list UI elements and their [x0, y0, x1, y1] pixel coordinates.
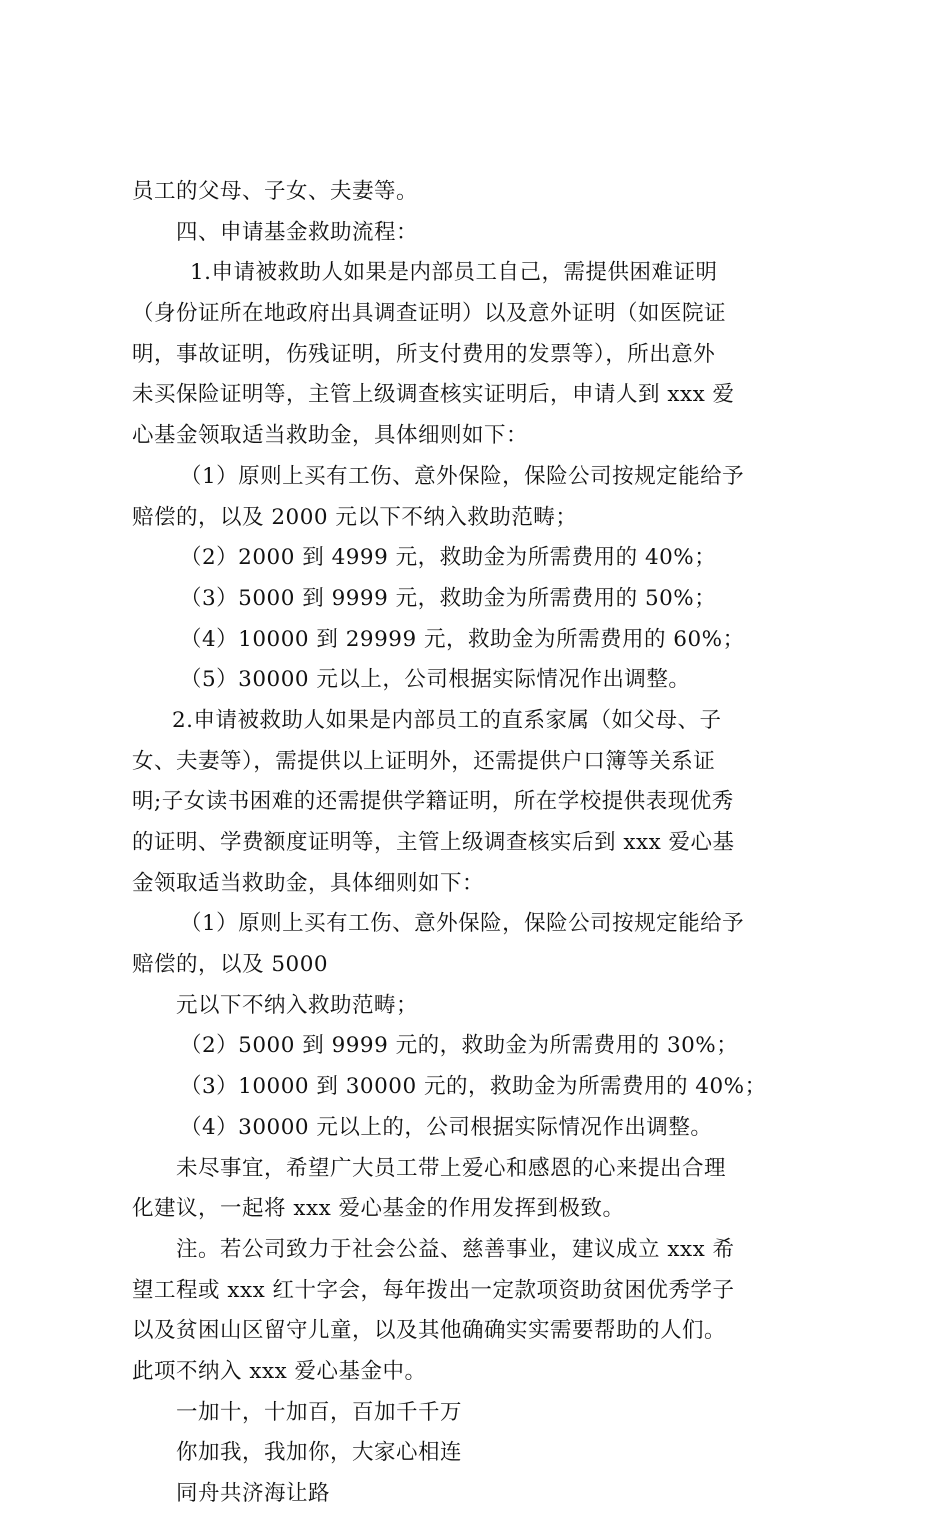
text-line: 员工的父母、子女、夫妻等。 [132, 179, 419, 204]
text-line: 未尽事宜，希望广大员工带上爱心和感恩的心来提出合理 [176, 1155, 727, 1181]
text-line: 心基金领取适当救助金，具体细则如下： [132, 423, 529, 449]
text-line: 元以下不纳入救助范畴； [176, 992, 419, 1018]
text-line: （1）原则上买有工伤、意外保险，保险公司按规定能给予 [180, 463, 745, 489]
section-heading: 四、申请基金救助流程： [176, 219, 419, 245]
text-line: 一加十，十加百，百加千千万 [176, 1399, 463, 1425]
text-line: 女、夫妻等），需提供以上证明外，还需提供户口簿等关系证 [132, 748, 716, 774]
text-line: （3）10000 到 30000 元的，救助金为所需费用的 40%； [180, 1074, 767, 1100]
text-line: （5）30000 元以上，公司根据实际情况作出调整。 [180, 667, 691, 693]
text-line: 未买保险证明等，主管上级调查核实证明后，申请人到 xxx 爱 [132, 382, 735, 408]
text-line: （身份证所在地政府出具调查证明）以及意外证明（如医院证 [132, 301, 727, 327]
text-line: （2）5000 到 9999 元的，救助金为所需费用的 30%； [180, 1033, 739, 1059]
text-line: 以及贫困山区留守儿童，以及其他确确实实需要帮助的人们。 [132, 1318, 727, 1344]
text-line: 赔偿的，以及 5000 [132, 952, 329, 978]
text-line: 1.申请被救助人如果是内部员工自己，需提供困难证明 [190, 260, 718, 286]
text-line: 望工程或 xxx 红十字会，每年拨出一定款项资助贫困优秀学子 [132, 1277, 735, 1303]
text-line: 金领取适当救助金，具体细则如下： [132, 870, 485, 896]
document-body [132, 172, 832, 1515]
text-line: 赔偿的，以及 2000 元以下不纳入救助范畴； [132, 504, 578, 530]
text-line: 明;子女读书困难的还需提供学籍证明，所在学校提供表现优秀 [132, 789, 734, 815]
text-line: 明，事故证明，伤残证明，所支付费用的发票等），所出意外 [132, 341, 716, 367]
text-line: 2.申请被救助人如果是内部员工的直系家属（如父母、子 [172, 707, 722, 733]
text-line: 同舟共济海让路 [176, 1481, 331, 1506]
text-line: 注。若公司致力于社会公益、慈善事业，建议成立 xxx 希 [176, 1236, 735, 1262]
text-line: （4）10000 到 29999 元，救助金为所需费用的 60%； [180, 626, 745, 652]
text-line: （2）2000 到 4999 元，救助金为所需费用的 40%； [180, 545, 717, 571]
text-line: （4）30000 元以上的，公司根据实际情况作出调整。 [180, 1114, 713, 1140]
text-line: 你加我，我加你，大家心相连 [176, 1440, 463, 1466]
text-line: 化建议，一起将 xxx 爱心基金的作用发挥到极致。 [132, 1196, 625, 1222]
text-line: （3）5000 到 9999 元，救助金为所需费用的 50%； [180, 585, 717, 611]
text-line: 此项不纳入 xxx 爱心基金中。 [132, 1358, 427, 1384]
text-line: （1）原则上买有工伤、意外保险，保险公司按规定能给予 [180, 911, 745, 937]
text-line: 的证明、学费额度证明等，主管上级调查核实后到 xxx 爱心基 [132, 830, 735, 855]
